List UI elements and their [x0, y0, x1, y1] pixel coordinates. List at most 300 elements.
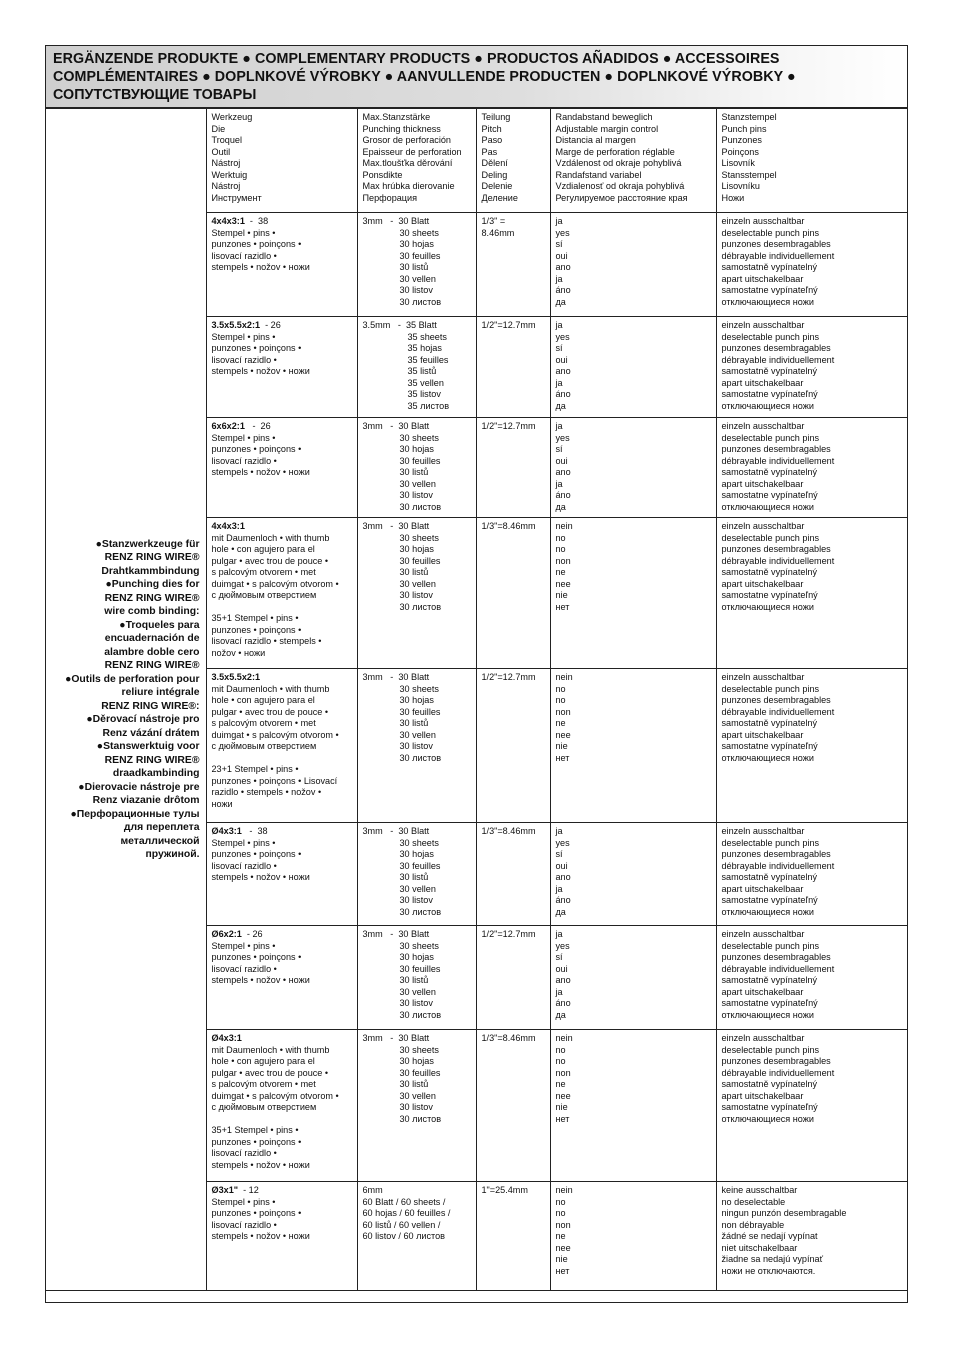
side-label-line: reliure intégrale [121, 687, 200, 698]
thickness-value: 3mm - 30 Blatt [362, 216, 430, 226]
side-label-line: ●Outils de perforation pour [65, 673, 200, 685]
pins-value: samostatne vypínateľný [721, 1102, 818, 1113]
pins-value: deselectable punch pins [721, 227, 820, 238]
tool-description-line [212, 602, 352, 614]
margin-value: yes [555, 227, 570, 238]
thickness-unit-line: 30 listů [399, 975, 429, 986]
tool-cell [206, 669, 357, 823]
pitch-value: 1/2"=12.7mm [481, 672, 536, 682]
margin-value: no [555, 1196, 566, 1207]
pins-value: deselectable punch pins [721, 683, 820, 694]
column-header-line: Punch pins [721, 123, 767, 134]
thickness-value: 3mm - 30 Blatt [362, 521, 430, 531]
pitch-value: 1"=25.4mm [481, 1185, 528, 1195]
margin-value: ja [555, 216, 563, 226]
tool-description-line: Stempel • pins • [211, 227, 276, 238]
pins-value: samostatně vypínatelný [721, 718, 818, 729]
column-header-line: Max.Stanzstärke [362, 112, 431, 122]
tool-description-line: s palcovým otvorem • met [211, 1079, 316, 1090]
margin-cell [550, 418, 716, 518]
side-label-line: RENZ RING WIRE®: [101, 700, 200, 712]
pins-value: отключающиеся ножи [721, 1009, 814, 1020]
column-header-line: Lisovníku [721, 181, 760, 192]
pins-value: samostatne vypínateľný [721, 285, 818, 296]
pins-value: einzeln ausschaltbar [721, 216, 805, 226]
margin-cell [550, 1182, 716, 1291]
tool-title [212, 826, 352, 838]
pitch-cell [476, 823, 550, 926]
thickness-value: 3mm - 30 Blatt [362, 929, 430, 939]
pins-value: apart uitschakelbaar [721, 273, 804, 284]
pins-value: punzones desembragables [721, 952, 831, 963]
thickness-unit-line: 30 vellen [399, 729, 436, 740]
margin-value: ja [555, 826, 563, 836]
pins-value: einzeln ausschaltbar [721, 672, 805, 682]
thickness-cell [357, 518, 476, 669]
pins-value: samostatně vypínatelný [721, 567, 818, 578]
pitch-value: 8.46mm [481, 227, 515, 238]
pins-value: apart uitschakelbaar [721, 729, 804, 740]
margin-value: áno [555, 895, 571, 906]
thickness-unit-line: 30 листов [399, 1009, 442, 1020]
tool-description-line: ножи [211, 799, 233, 810]
column-header-line: Werkzeug [211, 112, 253, 122]
tool-title [212, 320, 352, 332]
thickness-unit-line: 30 vellen [399, 273, 436, 284]
margin-value: no [555, 683, 566, 694]
pitch-cell [476, 669, 550, 823]
side-label-line: RENZ RING WIRE® [104, 552, 200, 563]
pins-value: samostatne vypínateľný [721, 895, 818, 906]
margin-value: nee [555, 578, 571, 589]
tool-description-line: punzones • poinçons • [211, 849, 302, 860]
margin-value: no [555, 1044, 566, 1055]
margin-value: ja [555, 929, 563, 939]
tool-cell [206, 317, 357, 418]
pitch-cell [476, 1030, 550, 1182]
column-header-line: Dělení [481, 158, 508, 169]
margin-value: ano [555, 975, 571, 986]
tool-description-line: s palcovým otvorem • met [211, 718, 316, 729]
tool-description-line: 23+1 Stempel • pins • [211, 764, 299, 775]
thickness-unit-line: 30 listov [399, 590, 433, 601]
column-header-line: Деление [481, 192, 518, 203]
tool-name: Ø3x1" [211, 1185, 239, 1195]
tool-description-line: lisovací razidlo • [211, 250, 277, 261]
pins-value: niet uitschakelbaar [721, 1242, 798, 1253]
column-header-line: Инструмент [211, 192, 262, 203]
side-label-line: ●Děrovací nástroje pro [86, 714, 200, 725]
margin-value: nie [555, 1254, 568, 1265]
thickness-unit-line: 35 hojas [407, 343, 442, 354]
tool-name: Ø4x3:1 [211, 1033, 242, 1043]
column-header-line: Die [211, 123, 226, 134]
thickness-unit-line: 30 listov [399, 490, 433, 501]
margin-value: nein [555, 672, 573, 682]
pins-value: отключающиеся ножи [721, 501, 814, 512]
margin-value: áno [555, 490, 571, 501]
thickness-unit-line: 30 листов [399, 601, 442, 612]
pins-value: punzones desembragables [721, 239, 831, 250]
thickness-unit-line: 30 листов [399, 752, 442, 763]
pitch-value: 1/3"=8.46mm [481, 521, 536, 531]
thickness-unit-line: 30 sheets [399, 683, 439, 694]
tool-cell [206, 518, 357, 669]
column-header-line: Ножи [721, 192, 745, 203]
pins-value: deselectable punch pins [721, 532, 820, 543]
tool-description-line [212, 1114, 352, 1126]
margin-value: oui [555, 963, 568, 974]
side-label-line: Drahtkammbindung [101, 565, 200, 577]
thickness-value: 3mm - 30 Blatt [362, 672, 430, 682]
pins-value: punzones desembragables [721, 343, 831, 354]
tool-title [212, 672, 352, 684]
margin-value: ja [555, 273, 563, 284]
tool-description-line: stempels • nožov • ножи [211, 366, 310, 377]
margin-value: yes [555, 837, 570, 848]
tool-description-line: pulgar • avec trou de pouce • [211, 1067, 329, 1078]
margin-value: áno [555, 998, 571, 1009]
thickness-value: 3mm - 30 Blatt [362, 1033, 430, 1043]
pins-value: deselectable punch pins [721, 837, 820, 848]
pins-value: débrayable individuellement [721, 455, 835, 466]
side-label-line: ●Dierovacie nástroje pre [78, 781, 200, 793]
tool-description-line: Stempel • pins • [211, 940, 276, 951]
column-header-line: Grosor de perforación [362, 135, 451, 146]
margin-cell [550, 518, 716, 669]
column-header-row [46, 109, 907, 213]
tool-description-line: punzones • poinçons • [211, 1136, 302, 1147]
tool-cell [206, 1182, 357, 1291]
pins-value: samostatně vypínatelný [721, 366, 818, 377]
margin-value: sí [555, 952, 563, 963]
pins-value: débrayable individuellement [721, 963, 835, 974]
pins-value: žiadne sa nedajú vypínať [721, 1254, 823, 1265]
column-header-pins [716, 109, 907, 213]
pitch-value: 1/3"=8.46mm [481, 1033, 536, 1043]
pins-value: отключающиеся ножи [721, 601, 814, 612]
tool-cell [206, 926, 357, 1030]
pin-count: - 26 [260, 320, 281, 330]
column-header-line: Werktuig [211, 169, 248, 180]
pins-value: débrayable individuellement [721, 354, 835, 365]
margin-value: non [555, 555, 571, 566]
margin-value: áno [555, 285, 571, 296]
thickness-unit-line: 35 sheets [407, 331, 447, 342]
column-header-line: Outil [211, 146, 231, 157]
margin-value: ne [555, 1231, 566, 1242]
section-header [46, 46, 907, 108]
pitch-cell [476, 213, 550, 317]
tool-description-line: razidlo • stempels • nožov • [211, 787, 322, 798]
pin-count: - 26 [244, 421, 271, 431]
column-header-line: Max.tloušťka děrování [362, 158, 453, 169]
side-label-line: ●Перфорационные тулы [70, 808, 200, 820]
pitch-value: 1/3"=8.46mm [481, 826, 536, 836]
margin-cell [550, 317, 716, 418]
tool-description-line: nožov • ножи [211, 648, 266, 659]
margin-cell [550, 823, 716, 926]
pins-value: apart uitschakelbaar [721, 1090, 804, 1101]
pitch-cell [476, 1182, 550, 1291]
pin-count: - 38 [241, 826, 268, 836]
side-label [46, 109, 206, 1291]
margin-value: ja [555, 883, 563, 894]
column-header-line: Teilung [481, 112, 511, 122]
margin-value: да [555, 1009, 566, 1020]
thickness-unit-line: 30 hojas [399, 239, 434, 250]
pins-value: einzeln ausschaltbar [721, 1033, 805, 1043]
thickness-cell [357, 1030, 476, 1182]
thickness-unit-line: 30 feuilles [399, 706, 441, 717]
pins-value: apart uitschakelbaar [721, 377, 804, 388]
pins-value: deselectable punch pins [721, 940, 820, 951]
pins-value: punzones desembragables [721, 1056, 831, 1067]
column-header-line: Stanzstempel [721, 112, 777, 122]
pins-value: apart uitschakelbaar [721, 986, 804, 997]
pins-value: samostatne vypínateľný [721, 590, 818, 601]
margin-value: non [555, 1067, 571, 1078]
side-label-line: ●Punching dies for [105, 579, 200, 590]
thickness-unit-line: 30 sheets [399, 1044, 439, 1055]
margin-cell [550, 926, 716, 1030]
pins-cell [716, 418, 907, 518]
pins-value: отключающиеся ножи [721, 400, 814, 411]
tool-description-line: stempels • nožov • ножи [211, 975, 310, 986]
column-header-line: Lisovník [721, 158, 755, 169]
pins-value: non débrayable [721, 1219, 785, 1230]
thickness-unit-line: 60 Blatt / 60 sheets / [362, 1196, 446, 1207]
column-header-line: Epaisseur de perforation [362, 146, 462, 157]
tool-description-line: duimgat • s palcovým otvorom • [211, 578, 339, 589]
thickness-unit-line: 30 hojas [399, 1056, 434, 1067]
pins-value: débrayable individuellement [721, 706, 835, 717]
pins-value: deselectable punch pins [721, 1044, 820, 1055]
margin-value: ja [555, 478, 563, 489]
thickness-unit-line: 30 hojas [399, 544, 434, 555]
tool-description-line: mit Daumenloch • with thumb [211, 683, 330, 694]
column-header-line: Deling [481, 169, 508, 180]
margin-value: нет [555, 601, 570, 612]
tool-cell [206, 823, 357, 926]
pins-cell [716, 823, 907, 926]
tool-description-line: punzones • poinçons • Lisovací [211, 775, 338, 786]
pins-value: apart uitschakelbaar [721, 883, 804, 894]
tool-description-line: duimgat • s palcovým otvorom • [211, 1090, 339, 1101]
pins-cell [716, 1182, 907, 1291]
tool-description-line: lisovací razidlo • [211, 354, 277, 365]
column-header-line: Stansstempel [721, 169, 777, 180]
pin-count: - 38 [244, 216, 269, 226]
margin-value: nee [555, 1090, 571, 1101]
side-label-line: Renz viazanie drôtom [92, 795, 200, 806]
pins-cell [716, 926, 907, 1030]
margin-value: no [555, 544, 566, 555]
tool-name: Ø4x3:1 [211, 826, 242, 836]
thickness-unit-line: 30 vellen [399, 986, 436, 997]
column-header-line: Pas [481, 146, 498, 157]
tool-description-line: pulgar • avec trou de pouce • [211, 706, 329, 717]
pitch-value: 1/3" = [481, 216, 506, 226]
margin-value: нет [555, 1113, 570, 1124]
header-line: СОПУТСТВУЮЩИЕ ТОВАРЫ [53, 87, 257, 103]
thickness-unit-line: 30 listov [399, 1102, 433, 1113]
tool-title [212, 929, 352, 941]
thickness-unit-line: 30 listov [399, 895, 433, 906]
margin-cell [550, 213, 716, 317]
pins-value: deselectable punch pins [721, 331, 820, 342]
thickness-unit-line: 30 listů [399, 872, 429, 883]
side-label-line: Renz vázání drátem [102, 727, 200, 739]
margin-value: oui [555, 860, 568, 871]
thickness-unit-line: 30 feuilles [399, 250, 441, 261]
tool-name: 4x4x3:1 [211, 521, 245, 531]
pins-cell [716, 317, 907, 418]
margin-value: ja [555, 320, 563, 330]
column-header-line: Nástroj [211, 181, 241, 192]
thickness-unit-line: 30 sheets [399, 432, 439, 443]
pitch-cell [476, 518, 550, 669]
pins-value: punzones desembragables [721, 695, 831, 706]
side-label-line: RENZ RING WIRE® [104, 754, 200, 766]
thickness-unit-line: 30 sheets [399, 940, 439, 951]
tool-title [212, 1033, 352, 1045]
tool-description-line [212, 753, 352, 765]
column-header-line: Vzdálenost od okraje pohyblivá [555, 158, 682, 169]
pitch-value: 1/2"=12.7mm [481, 929, 536, 939]
margin-value: sí [555, 849, 563, 860]
side-label-line: ●Stanzwerkzeuge für [95, 538, 200, 550]
thickness-cell [357, 669, 476, 823]
tool-description-line: 35+1 Stempel • pins • [211, 1125, 299, 1136]
thickness-unit-line: 30 feuilles [399, 963, 441, 974]
margin-value: ja [555, 377, 563, 388]
tool-title [212, 421, 352, 433]
tool-description-line: Stempel • pins • [211, 1196, 276, 1207]
thickness-unit-line: 30 listov [399, 998, 433, 1009]
thickness-unit-line: 60 hojas / 60 feuilles / [362, 1208, 451, 1219]
thickness-unit-line: 30 листов [399, 1113, 442, 1124]
pitch-cell [476, 317, 550, 418]
tool-description-line: pulgar • avec trou de pouce • [211, 555, 329, 566]
tool-description-line: punzones • poinçons • [211, 444, 302, 455]
column-header-pitch [476, 109, 550, 213]
tool-description-line: stempels • nožov • ножи [211, 1231, 310, 1242]
tool-description-line: lisovací razidlo • [211, 1148, 277, 1159]
tool-description-line: lisovací razidlo • stempels • [211, 636, 322, 647]
pins-value: samostatně vypínatelný [721, 872, 818, 883]
pins-cell [716, 669, 907, 823]
margin-value: oui [555, 250, 568, 261]
thickness-unit-line: 30 feuilles [399, 455, 441, 466]
thickness-unit-line: 35 listov [407, 389, 441, 400]
pin-count: - 26 [241, 929, 263, 939]
thickness-unit-line: 30 listov [399, 285, 433, 296]
margin-value: yes [555, 940, 570, 951]
pins-cell [716, 1030, 907, 1182]
thickness-unit-line: 30 vellen [399, 883, 436, 894]
pins-cell [716, 518, 907, 669]
thickness-unit-line: 60 listov / 60 листов [362, 1231, 445, 1242]
tool-title [212, 521, 352, 533]
tool-name: 3.5x5.5x2:1 [211, 672, 261, 682]
side-label-line: draadkambinding [112, 768, 200, 779]
side-label-line: пружиной. [145, 849, 200, 860]
margin-cell [550, 1030, 716, 1182]
tool-description-line: duimgat • s palcovým otvorom • [211, 729, 339, 740]
margin-value: да [555, 296, 566, 307]
pins-value: samostatne vypínateľný [721, 998, 818, 1009]
column-header-line: Delenie [481, 181, 513, 192]
margin-value: ne [555, 718, 566, 729]
thickness-unit-line: 30 hojas [399, 849, 434, 860]
pins-value: débrayable individuellement [721, 1067, 835, 1078]
thickness-unit-line: 30 listů [399, 1079, 429, 1090]
pins-value: отключающиеся ножи [721, 906, 814, 917]
pins-value: ножи не отключаются. [721, 1265, 816, 1276]
thickness-unit-line: 60 listů / 60 vellen / [362, 1219, 441, 1230]
pins-value: keine ausschaltbar [721, 1185, 798, 1195]
pitch-cell [476, 926, 550, 1030]
tool-description-line: punzones • poinçons • [211, 1208, 302, 1219]
product-table [46, 108, 908, 1291]
thickness-unit-line: 30 feuilles [399, 1067, 441, 1078]
margin-value: ne [555, 567, 566, 578]
column-header-thickness [357, 109, 476, 213]
side-label-line: alambre doble cero [104, 646, 200, 658]
pitch-cell [476, 418, 550, 518]
margin-value: nie [555, 741, 568, 752]
tool-cell [206, 1030, 357, 1182]
thickness-value: 3mm - 30 Blatt [362, 421, 430, 431]
pins-value: débrayable individuellement [721, 250, 835, 261]
margin-value: non [555, 706, 571, 717]
thickness-cell [357, 213, 476, 317]
margin-value: non [555, 1219, 571, 1230]
thickness-unit-line: 35 листов [407, 400, 450, 411]
column-header-margin [550, 109, 716, 213]
margin-value: нет [555, 752, 570, 763]
tool-description-line: lisovací razidlo • [211, 1219, 277, 1230]
side-label-line: металлической [120, 835, 200, 847]
margin-value: oui [555, 354, 568, 365]
margin-value: nie [555, 1102, 568, 1113]
column-header-line: Pitch [481, 123, 502, 134]
side-label-line: ●Troqueles para [119, 619, 200, 631]
pins-value: apart uitschakelbaar [721, 578, 804, 589]
tool-description-line: punzones • poinçons • [211, 952, 302, 963]
thickness-unit-line: 30 листов [399, 296, 442, 307]
thickness-cell [357, 823, 476, 926]
column-header-line: Vzdialenosť od okraja pohyblivá [555, 181, 685, 192]
tool-description-line: stempels • nožov • ножи [211, 467, 310, 478]
thickness-unit-line: 30 vellen [399, 478, 436, 489]
tool-name: Ø6x2:1 [211, 929, 242, 939]
pins-value: apart uitschakelbaar [721, 478, 804, 489]
pins-value: einzeln ausschaltbar [721, 826, 805, 836]
thickness-unit-line: 30 hojas [399, 695, 434, 706]
column-header-line: Punching thickness [362, 123, 441, 134]
margin-value: ano [555, 467, 571, 478]
thickness-cell [357, 926, 476, 1030]
tool-description-line: lisovací razidlo • [211, 963, 277, 974]
tool-description-line: lisovací razidlo • [211, 455, 277, 466]
margin-value: nie [555, 590, 568, 601]
margin-value: sí [555, 444, 563, 455]
margin-value: да [555, 501, 566, 512]
thickness-unit-line: 30 feuilles [399, 860, 441, 871]
thickness-unit-line: 30 feuilles [399, 555, 441, 566]
